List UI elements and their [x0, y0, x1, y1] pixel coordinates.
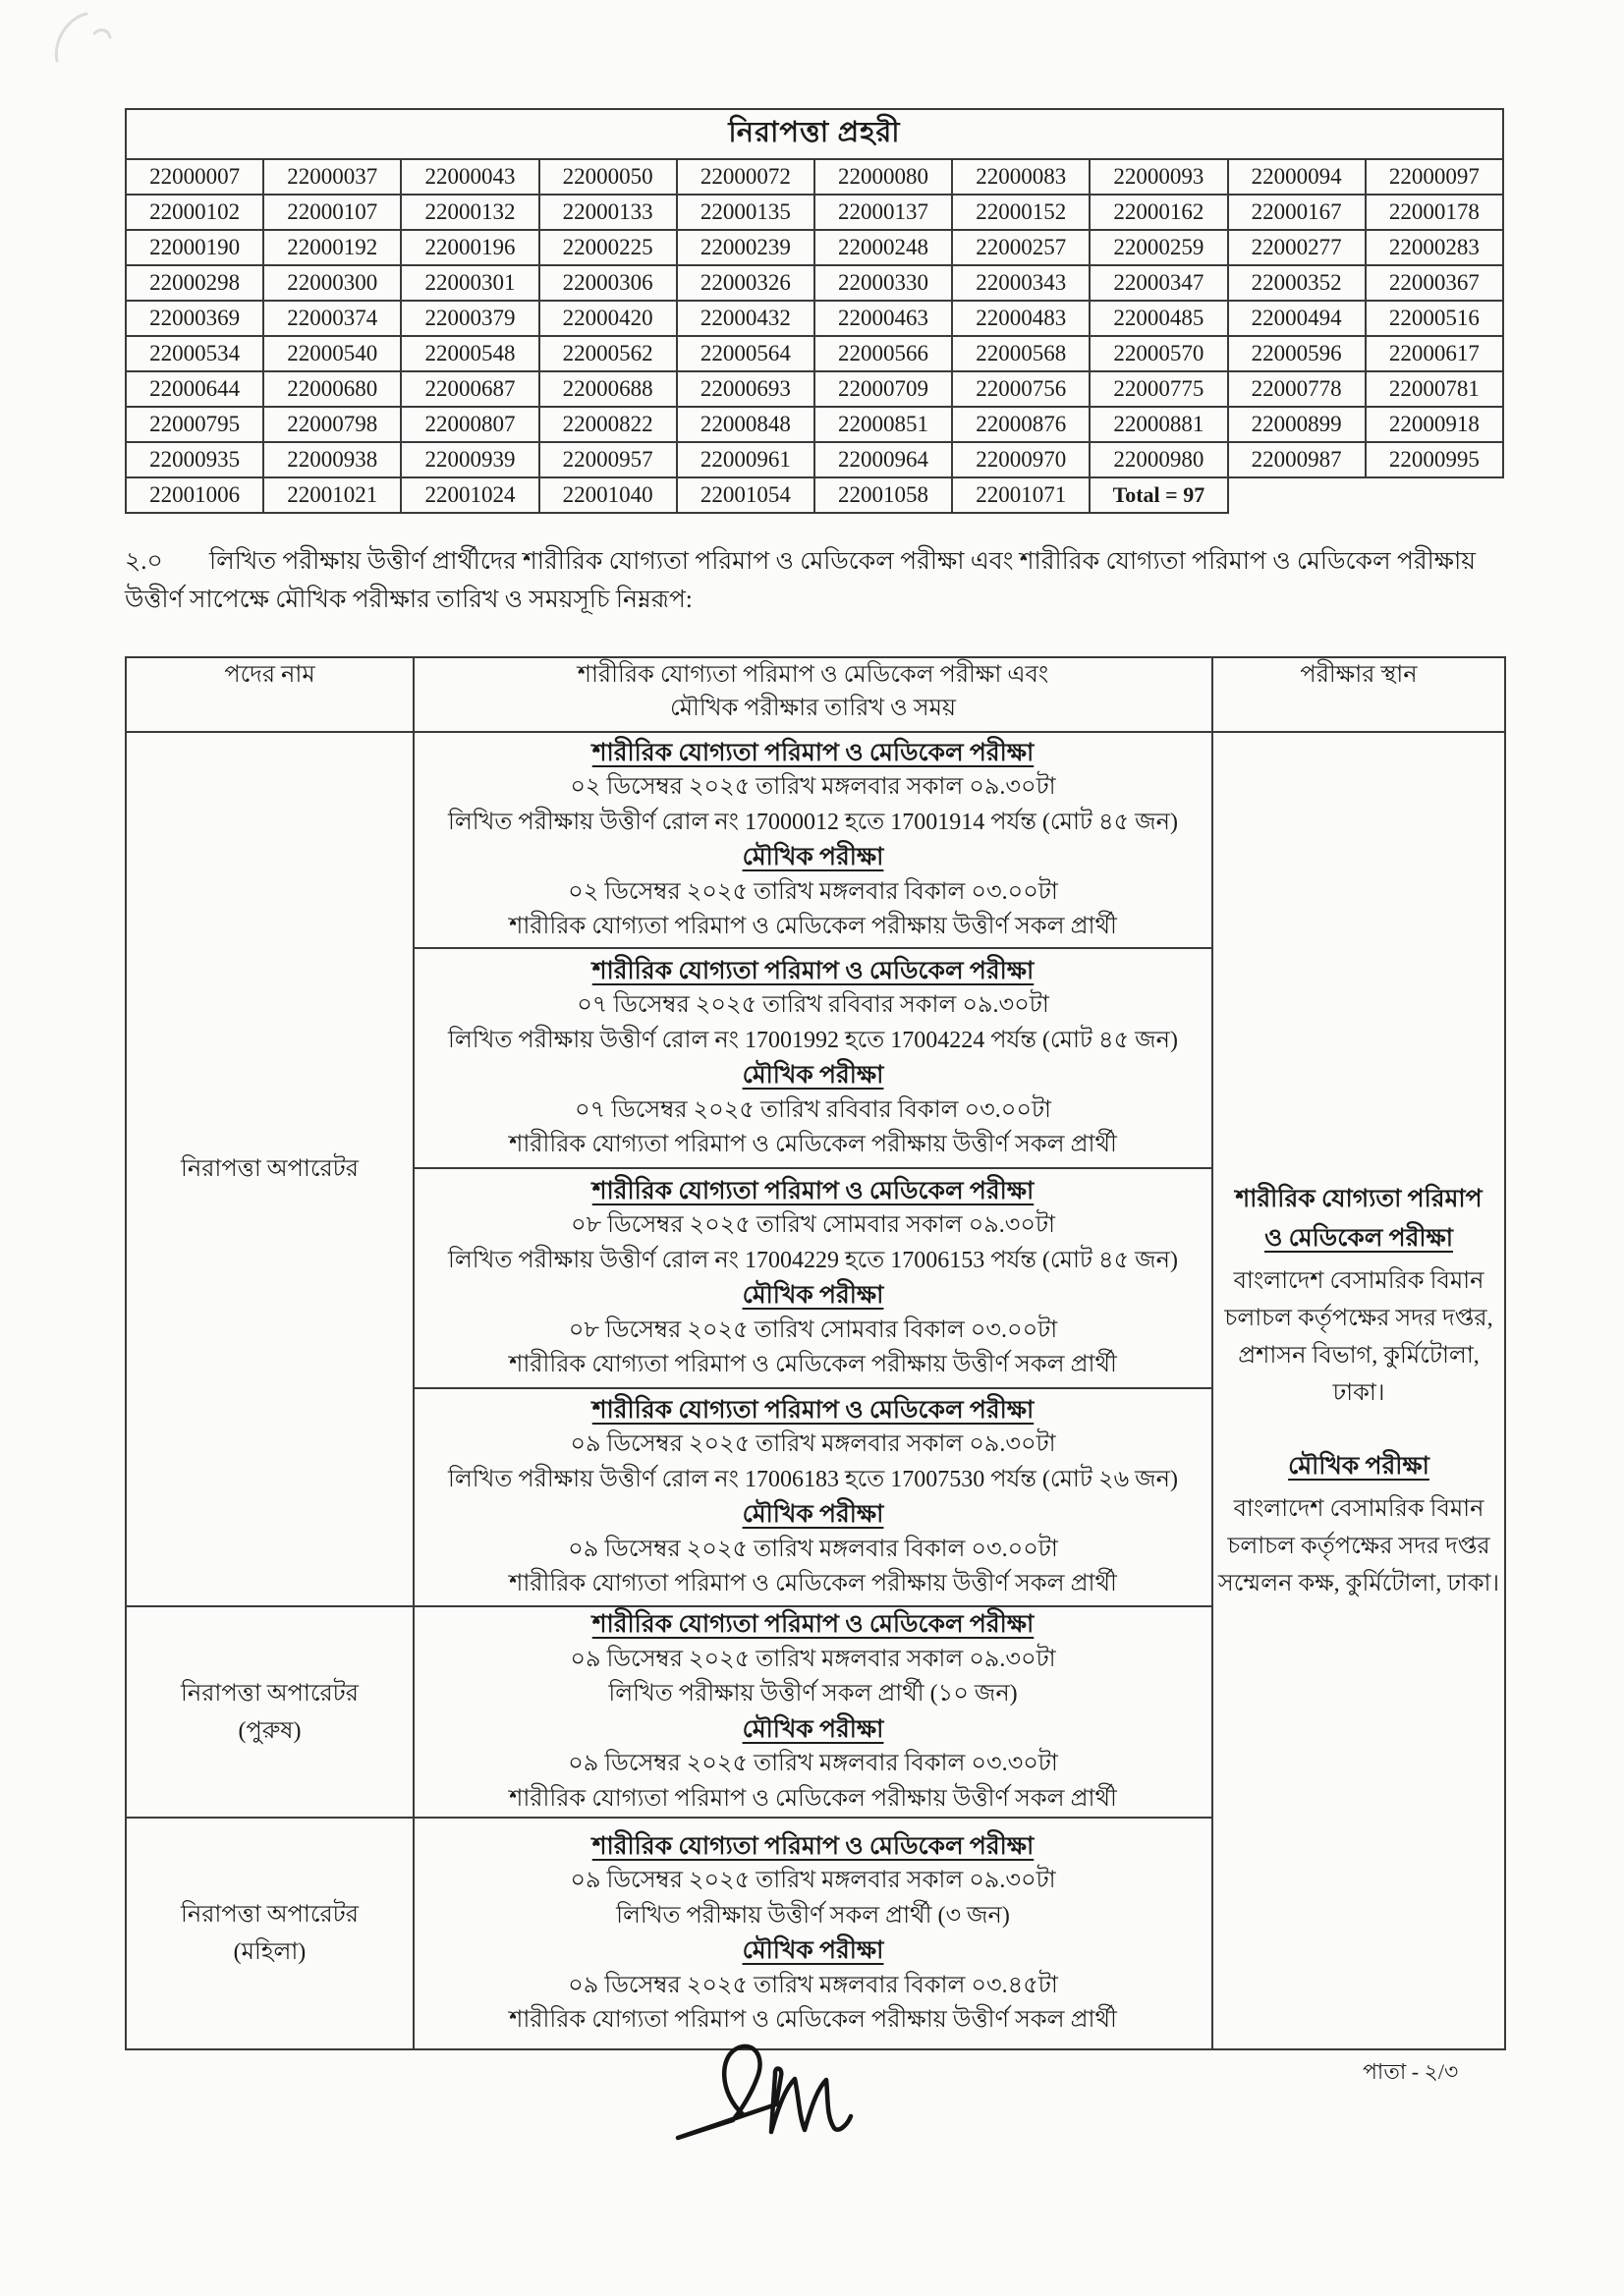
table-row — [126, 732, 1505, 948]
location-pm-title-line2: ও মেডিকেল পরীক্ষা — [1263, 1224, 1454, 1252]
header-exam-line1: শারীরিক যোগ্যতা পরিমাপ ও মেডিকেল পরীক্ষা এবং — [577, 662, 1049, 688]
roll-cell: 22000918 — [1366, 407, 1503, 442]
roll-cell: 22000137 — [814, 195, 952, 230]
eligible-line: শারীরিক যোগ্যতা পরিমাপ ও মেডিকেল পরীক্ষায় উত্তীর্ণ সকল প্রার্থী — [509, 2007, 1117, 2033]
pm-exam-title: শারীরিক যোগ্যতা পরিমাপ ও মেডিকেল পরীক্ষা — [591, 1611, 1035, 1638]
post-name: নিরাপত্তা অপারেটর — [181, 1902, 359, 1928]
roll-cell: 22000876 — [952, 407, 1090, 442]
post-name-cell — [126, 1818, 414, 2049]
roll-cell: 22000374 — [263, 301, 401, 336]
viva-exam-title: মৌখিক পরীক্ষা — [742, 1501, 884, 1528]
roll-range-line: লিখিত পরীক্ষায় উত্তীর্ণ রোল নং 17004229 হতে 17006153 পর্যন্ত (মোট ৪৫ জন) — [448, 1247, 1178, 1273]
roll-cell: 22000102 — [126, 195, 263, 230]
roll-cell: 22000548 — [401, 336, 538, 371]
pm-exam-title: শারীরিক যোগ্যতা পরিমাপ ও মেডিকেল পরীক্ষা — [591, 1177, 1035, 1204]
roll-cell: 22000485 — [1090, 301, 1227, 336]
exam-schedule-table — [125, 656, 1506, 2050]
roll-cell: 22000196 — [401, 230, 538, 265]
roll-cell: 22000190 — [126, 230, 263, 265]
roll-cell: 22000483 — [952, 301, 1090, 336]
roll-cell: 22000957 — [539, 442, 677, 477]
roll-cell: 22000326 — [677, 265, 814, 301]
eligible-line: শারীরিক যোগ্যতা পরিমাপ ও মেডিকেল পরীক্ষায় উত্তীর্ণ সকল প্রার্থী — [509, 1571, 1117, 1596]
roll-cell: 22000970 — [952, 442, 1090, 477]
roll-cell: 22000083 — [952, 159, 1090, 195]
roll-number-table — [125, 108, 1504, 514]
roll-cell: 22000300 — [263, 265, 401, 301]
roll-cell: 22000072 — [677, 159, 814, 195]
roll-cell: 22000367 — [1366, 265, 1503, 301]
roll-range-line: লিখিত পরীক্ষায় উত্তীর্ণ সকল প্রার্থী (১০ জন) — [608, 1681, 1018, 1707]
table-row — [126, 159, 1503, 195]
roll-cell: 22000379 — [401, 301, 538, 336]
roll-cell: 22000693 — [677, 371, 814, 407]
roll-cell: 22000283 — [1366, 230, 1503, 265]
roll-cell: 22000167 — [1228, 195, 1366, 230]
schedule-block — [414, 1168, 1212, 1388]
clause-number: ২.০ — [125, 548, 163, 575]
exam-location-cell — [1212, 732, 1505, 2049]
pm-exam-date: ০৭ ডিসেম্বর ২০২৫ তারিখ রবিবার সকাল ০৯.৩০টা — [577, 992, 1049, 1018]
roll-cell: 22000162 — [1090, 195, 1227, 230]
roll-cell: 22000352 — [1228, 265, 1366, 301]
roll-cell: 22000132 — [401, 195, 538, 230]
roll-cell: 22000617 — [1366, 336, 1503, 371]
roll-table-body — [126, 159, 1503, 513]
roll-cell: 22000306 — [539, 265, 677, 301]
viva-exam-date: ০২ ডিসেম্বর ২০২৫ তারিখ মঙ্গলবার বিকাল ০৩.০০টা — [568, 878, 1058, 905]
roll-cell: 22000298 — [126, 265, 263, 301]
roll-cell: 22000330 — [814, 265, 952, 301]
viva-exam-title: মৌখিক পরীক্ষা — [742, 844, 884, 870]
post-name-cell — [126, 732, 414, 1606]
roll-cell: 22000644 — [126, 371, 263, 407]
table-row — [126, 230, 1503, 265]
viva-exam-title: মৌখিক পরীক্ষা — [742, 1715, 884, 1743]
roll-cell: 22000566 — [814, 336, 952, 371]
roll-cell: 22000564 — [677, 336, 814, 371]
roll-table-title: নিরাপত্তা প্রহরী — [126, 109, 1503, 159]
roll-cell: 22000961 — [677, 442, 814, 477]
post-qualifier: (পুরুষ) — [238, 1717, 302, 1744]
table-row — [126, 336, 1503, 371]
location-pm-address: বাংলাদেশ বেসামরিক বিমান চলাচল কর্তৃপক্ষের সদর দপ্তর, প্রশাসন বিভাগ, কুর্মিটোলা, ঢাকা। — [1224, 1267, 1493, 1406]
roll-cell: 22000107 — [263, 195, 401, 230]
header-exam-location: পরীক্ষার স্থান — [1212, 657, 1505, 732]
eligible-line: শারীরিক যোগ্যতা পরিমাপ ও মেডিকেল পরীক্ষায় উত্তীর্ণ সকল প্রার্থী — [509, 914, 1117, 939]
eligible-line: শারীরিক যোগ্যতা পরিমাপ ও মেডিকেল পরীক্ষায় উত্তীর্ণ সকল প্রার্থী — [509, 1352, 1117, 1377]
roll-cell: 22000980 — [1090, 442, 1227, 477]
roll-cell: 22000680 — [263, 371, 401, 407]
roll-cell: 22000935 — [126, 442, 263, 477]
roll-cell: 22000596 — [1228, 336, 1366, 371]
roll-cell: 22000192 — [263, 230, 401, 265]
viva-exam-date: ০৮ ডিসেম্বর ২০২৫ তারিখ সোমবার বিকাল ০৩.০০টা — [568, 1316, 1058, 1343]
viva-exam-date: ০৯ ডিসেম্বর ২০২৫ তারিখ মঙ্গলবার বিকাল ০৩.৪৫টা — [568, 1972, 1058, 1998]
roll-cell: 22000822 — [539, 407, 677, 442]
roll-cell: 22000570 — [1090, 336, 1227, 371]
roll-cell: 22000080 — [814, 159, 952, 195]
viva-exam-date: ০৯ ডিসেম্বর ২০২৫ তারিখ মঙ্গলবার বিকাল ০৩.৩০টা — [568, 1751, 1058, 1776]
roll-cell: 22000259 — [1090, 230, 1227, 265]
schedule-block — [414, 948, 1212, 1168]
header-exam-schedule — [414, 657, 1212, 732]
roll-cell: 22001040 — [539, 477, 677, 513]
roll-cell: 22001024 — [401, 477, 538, 513]
roll-table-title-row — [126, 109, 1503, 159]
header-exam-line2: মৌখিক পরীক্ষার তারিখ ও সময় — [669, 696, 957, 721]
post-name-cell — [126, 1606, 414, 1818]
roll-cell: 22000562 — [539, 336, 677, 371]
roll-cell: 22001021 — [263, 477, 401, 513]
pm-exam-title: শারীরিক যোগ্যতা পরিমাপ ও মেডিকেল পরীক্ষা — [591, 739, 1035, 766]
roll-cell: 22000939 — [401, 442, 538, 477]
roll-cell: 22000851 — [814, 407, 952, 442]
roll-cell: 22001054 — [677, 477, 814, 513]
clause-text: লিখিত পরীক্ষায় উত্তীর্ণ প্রার্থীদের শারীরিক যোগ্যতা পরিমাপ ও মেডিকেল পরীক্ষা এবং শারীরিক যোগ্যতা পরিমাপ ও মেডিকেল পরীক্ষায় উত্তীর্ণ সাপেক্ষে মৌখিক পরীক্ষার তারিখ ও সময়সূচি নিম্নরূপ: — [125, 548, 1476, 613]
roll-cell: 22000987 — [1228, 442, 1366, 477]
viva-exam-date: ০৭ ডিসেম্বর ২০২৫ তারিখ রবিবার বিকাল ০৩.০০টা — [574, 1096, 1052, 1123]
schedule-block — [414, 1606, 1212, 1818]
roll-cell: 22000007 — [126, 159, 263, 195]
roll-cell: 22000807 — [401, 407, 538, 442]
roll-cell: 22000347 — [1090, 265, 1227, 301]
roll-cell: 22000239 — [677, 230, 814, 265]
roll-cell: 22000301 — [401, 265, 538, 301]
pm-exam-title: শারীরিক যোগ্যতা পরিমাপ ও মেডিকেল পরীক্ষা — [591, 1832, 1035, 1860]
roll-range-line: লিখিত পরীক্ষায় উত্তীর্ণ রোল নং 17000012 হতে 17001914 পর্যন্ত (মোট ৪৫ জন) — [448, 809, 1178, 835]
post-name: নিরাপত্তা অপারেটর — [181, 1680, 359, 1707]
roll-cell: 22000050 — [539, 159, 677, 195]
roll-cell: 22000938 — [263, 442, 401, 477]
roll-cell: 22000795 — [126, 407, 263, 442]
roll-cell: 22001071 — [952, 477, 1090, 513]
roll-cell: 22000248 — [814, 230, 952, 265]
post-name: নিরাপত্তা অপারেটর — [181, 1156, 359, 1182]
roll-range-line: লিখিত পরীক্ষায় উত্তীর্ণ রোল নং 17001992 হতে 17004224 পর্যন্ত (মোট ৪৫ জন) — [448, 1027, 1178, 1053]
schedule-header-row — [126, 657, 1505, 732]
roll-cell: 22000709 — [814, 371, 952, 407]
table-row — [126, 477, 1503, 513]
roll-range-line: লিখিত পরীক্ষায় উত্তীর্ণ সকল প্রার্থী (৩ জন) — [616, 1902, 1010, 1929]
roll-cell: 22000798 — [263, 407, 401, 442]
roll-range-line: লিখিত পরীক্ষায় উত্তীর্ণ রোল নং 17006183 হতে 17007530 পর্যন্ত (মোট ২৬ জন) — [448, 1466, 1178, 1492]
roll-cell: 22000568 — [952, 336, 1090, 371]
roll-cell: 22000775 — [1090, 371, 1227, 407]
pm-exam-date: ০২ ডিসেম্বর ২০২৫ তারিখ মঙ্গলবার সকাল ০৯.৩০টা — [570, 774, 1056, 800]
roll-cell: 22000534 — [126, 336, 263, 371]
pm-exam-date: ০৯ ডিসেম্বর ২০২৫ তারিখ মঙ্গলবার সকাল ০৯.৩০টা — [570, 1646, 1056, 1672]
pm-exam-title: শারীরিক যোগ্যতা পরিমাপ ও মেডিকেল পরীক্ষা — [591, 1396, 1035, 1424]
roll-cell: 22000995 — [1366, 442, 1503, 477]
pencil-mark — [43, 4, 132, 83]
table-row — [126, 442, 1503, 477]
roll-cell: 22000043 — [401, 159, 538, 195]
roll-cell: Total = 97 — [1090, 477, 1227, 513]
table-row — [126, 195, 1503, 230]
post-qualifier: (মহিলা) — [233, 1939, 307, 1965]
roll-cell: 22000343 — [952, 265, 1090, 301]
roll-cell: 22000432 — [677, 301, 814, 336]
schedule-block — [414, 1818, 1212, 2049]
location-viva-title: মৌখিক পরীক্ষা — [1288, 1452, 1429, 1480]
table-row — [126, 371, 1503, 407]
roll-cell: 22001058 — [814, 477, 952, 513]
table-row — [126, 301, 1503, 336]
roll-cell: 22000178 — [1366, 195, 1503, 230]
roll-cell: 22000778 — [1228, 371, 1366, 407]
table-row — [126, 407, 1503, 442]
roll-cell: 22000899 — [1228, 407, 1366, 442]
roll-cell: 22000494 — [1228, 301, 1366, 336]
roll-cell: 22000688 — [539, 371, 677, 407]
schedule-block — [414, 732, 1212, 948]
header-post-name: পদের নাম — [126, 657, 414, 732]
roll-cell: 22000135 — [677, 195, 814, 230]
roll-cell: 22001006 — [126, 477, 263, 513]
viva-exam-title: মৌখিক পরীক্ষা — [742, 1937, 884, 1964]
roll-cell: 22000687 — [401, 371, 538, 407]
pm-exam-date: ০৯ ডিসেম্বর ২০২৫ তারিখ মঙ্গলবার সকাল ০৯.৩০টা — [570, 1868, 1056, 1893]
pm-exam-date: ০৮ ডিসেম্বর ২০২৫ তারিখ সোমবার সকাল ০৯.৩০টা — [570, 1212, 1056, 1238]
eligible-line: শারীরিক যোগ্যতা পরিমাপ ও মেডিকেল পরীক্ষায় উত্তীর্ণ সকল প্রার্থী — [509, 1132, 1117, 1157]
roll-cell: 22000781 — [1366, 371, 1503, 407]
eligible-line: শারীরিক যোগ্যতা পরিমাপ ও মেডিকেল পরীক্ষায় উত্তীর্ণ সকল প্রার্থী — [509, 1785, 1117, 1812]
roll-cell: 22000463 — [814, 301, 952, 336]
signature-scribble — [627, 2032, 872, 2169]
table-row — [126, 265, 1503, 301]
roll-cell: 22000257 — [952, 230, 1090, 265]
pm-exam-title: শারীরিক যোগ্যতা পরিমাপ ও মেডিকেল পরীক্ষা — [591, 957, 1035, 984]
roll-cell: 22000152 — [952, 195, 1090, 230]
paragraph-2-0 — [125, 542, 1510, 619]
roll-cell: 22000756 — [952, 371, 1090, 407]
roll-cell: 22000225 — [539, 230, 677, 265]
page-number: পাতা - ২/৩ — [1363, 2059, 1459, 2084]
roll-cell: 22000516 — [1366, 301, 1503, 336]
pm-exam-date: ০৯ ডিসেম্বর ২০২৫ তারিখ মঙ্গলবার সকাল ০৯.৩০টা — [570, 1431, 1056, 1457]
location-viva-address: বাংলাদেশ বেসামরিক বিমান চলাচল কর্তৃপক্ষের সদর দপ্তর সম্মেলন কক্ষ, কুর্মিটোলা, ঢাকা। — [1217, 1495, 1500, 1596]
viva-exam-date: ০৯ ডিসেম্বর ২০২৫ তারিখ মঙ্গলবার বিকাল ০৩.০০টা — [568, 1536, 1058, 1562]
schedule-block — [414, 1388, 1212, 1606]
roll-cell: 22000097 — [1366, 159, 1503, 195]
roll-cell: 22000094 — [1228, 159, 1366, 195]
viva-exam-title: মৌখিক পরীক্ষা — [742, 1062, 884, 1089]
roll-cell: 22000540 — [263, 336, 401, 371]
roll-cell: 22000277 — [1228, 230, 1366, 265]
roll-cell: 22000881 — [1090, 407, 1227, 442]
location-pm-title-line1: শারীরিক যোগ্যতা পরিমাপ — [1235, 1185, 1483, 1212]
roll-cell: 22000964 — [814, 442, 952, 477]
roll-cell: 22000420 — [539, 301, 677, 336]
roll-cell: 22000037 — [263, 159, 401, 195]
viva-exam-title: মৌখিক পরীক্ষা — [742, 1282, 884, 1309]
roll-cell: 22000133 — [539, 195, 677, 230]
roll-cell: 22000848 — [677, 407, 814, 442]
roll-cell: 22000093 — [1090, 159, 1227, 195]
roll-cell: 22000369 — [126, 301, 263, 336]
